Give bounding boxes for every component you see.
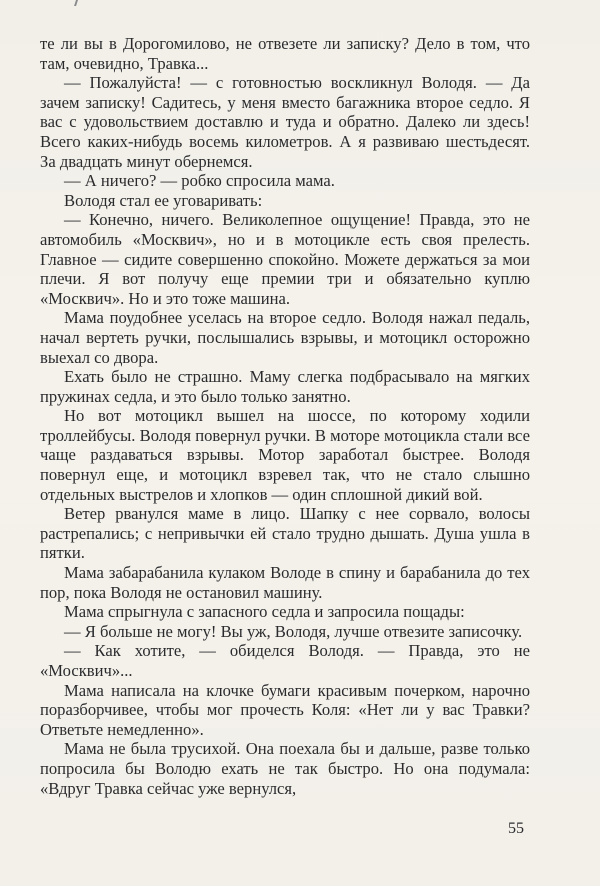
- paragraph: Ехать было не страшно. Маму слегка подбрасывало на мягких пружинах седла, и это было только занятно.: [40, 367, 530, 406]
- paragraph: — Я больше не могу! Вы уж, Володя, лучше отвезите записочку.: [64, 621, 523, 641]
- paragraph: — А ничего? — робко спросила мама.: [64, 171, 335, 191]
- paragraph: Мама спрыгнула с запасного седла и запросила пощады:: [64, 602, 465, 622]
- paragraph: Мама не была трусихой. Она поехала бы и дальше, разве только попросила бы Володю ехать не так быстро. Но она подумала: «Вдруг Травка сейчас уже вернулся,: [40, 739, 530, 798]
- paragraph: Мама написала на клочке бумаги красивым почерком, нарочно поразборчивее, чтобы мог прочесть Коля: «Нет ли у вас Травки? Ответьте немедленно».: [40, 680, 530, 739]
- scan-mark: [66, 0, 80, 6]
- body-text: [40, 34, 530, 798]
- paragraph: Володя стал ее уговаривать:: [64, 190, 263, 210]
- paragraph-continuation: те ли вы в Дорогомилово, не отвезете ли записку? Дело в том, что там, очевидно, Травка...: [40, 34, 530, 73]
- paragraph: — Конечно, ничего. Великолепное ощущение! Правда, это не автомобиль «Москвич», но и в мотоцикле есть своя прелесть. Главное — сидите совершенно спокойно. Можете держаться за мои плечи. Я вот получу еще премии три и обязательно куплю «Москвич». Но и это тоже машина.: [40, 210, 530, 308]
- page-number: 55: [508, 820, 524, 837]
- paragraph: — Как хотите, — обиделся Володя. — Правда, это не «Москвич»...: [40, 641, 530, 680]
- paragraph: Мама поудобнее уселась на второе седло. Володя нажал педаль, начал вертеть ручки, послышались взрывы, и мотоцикл осторожно выехал со двора.: [40, 308, 530, 367]
- paragraph: Мама забарабанила кулаком Володе в спину и барабанила до тех пор, пока Володя не остановил машину.: [40, 563, 530, 602]
- paragraph: Но вот мотоцикл вышел на шоссе, по которому ходили троллейбусы. Володя повернул ручки. В моторе мотоцикла стали все чаще раздаваться взрывы. Мотор заработал быстрее. Володя повернул еще, и мотоцикл взревел так, что не стало слышно отдельных выстрелов и хлопков — один сплошной дикий вой.: [40, 406, 530, 504]
- paragraph: Ветер рванулся маме в лицо. Шапку с нее сорвало, волосы растрепались; с непривычки ей стало трудно дышать. Душа ушла в пятки.: [40, 504, 530, 563]
- paragraph: — Пожалуйста! — с готовностью воскликнул Володя. — Да зачем записку! Садитесь, у меня вместо багажника второе седло. Я вас с удовольствием доставлю и туда и обратно. Далеко ли здесь! Всего каких-нибудь восемь километров. А я развиваю шестьдесят. За двадцать минут обернемся.: [40, 73, 530, 171]
